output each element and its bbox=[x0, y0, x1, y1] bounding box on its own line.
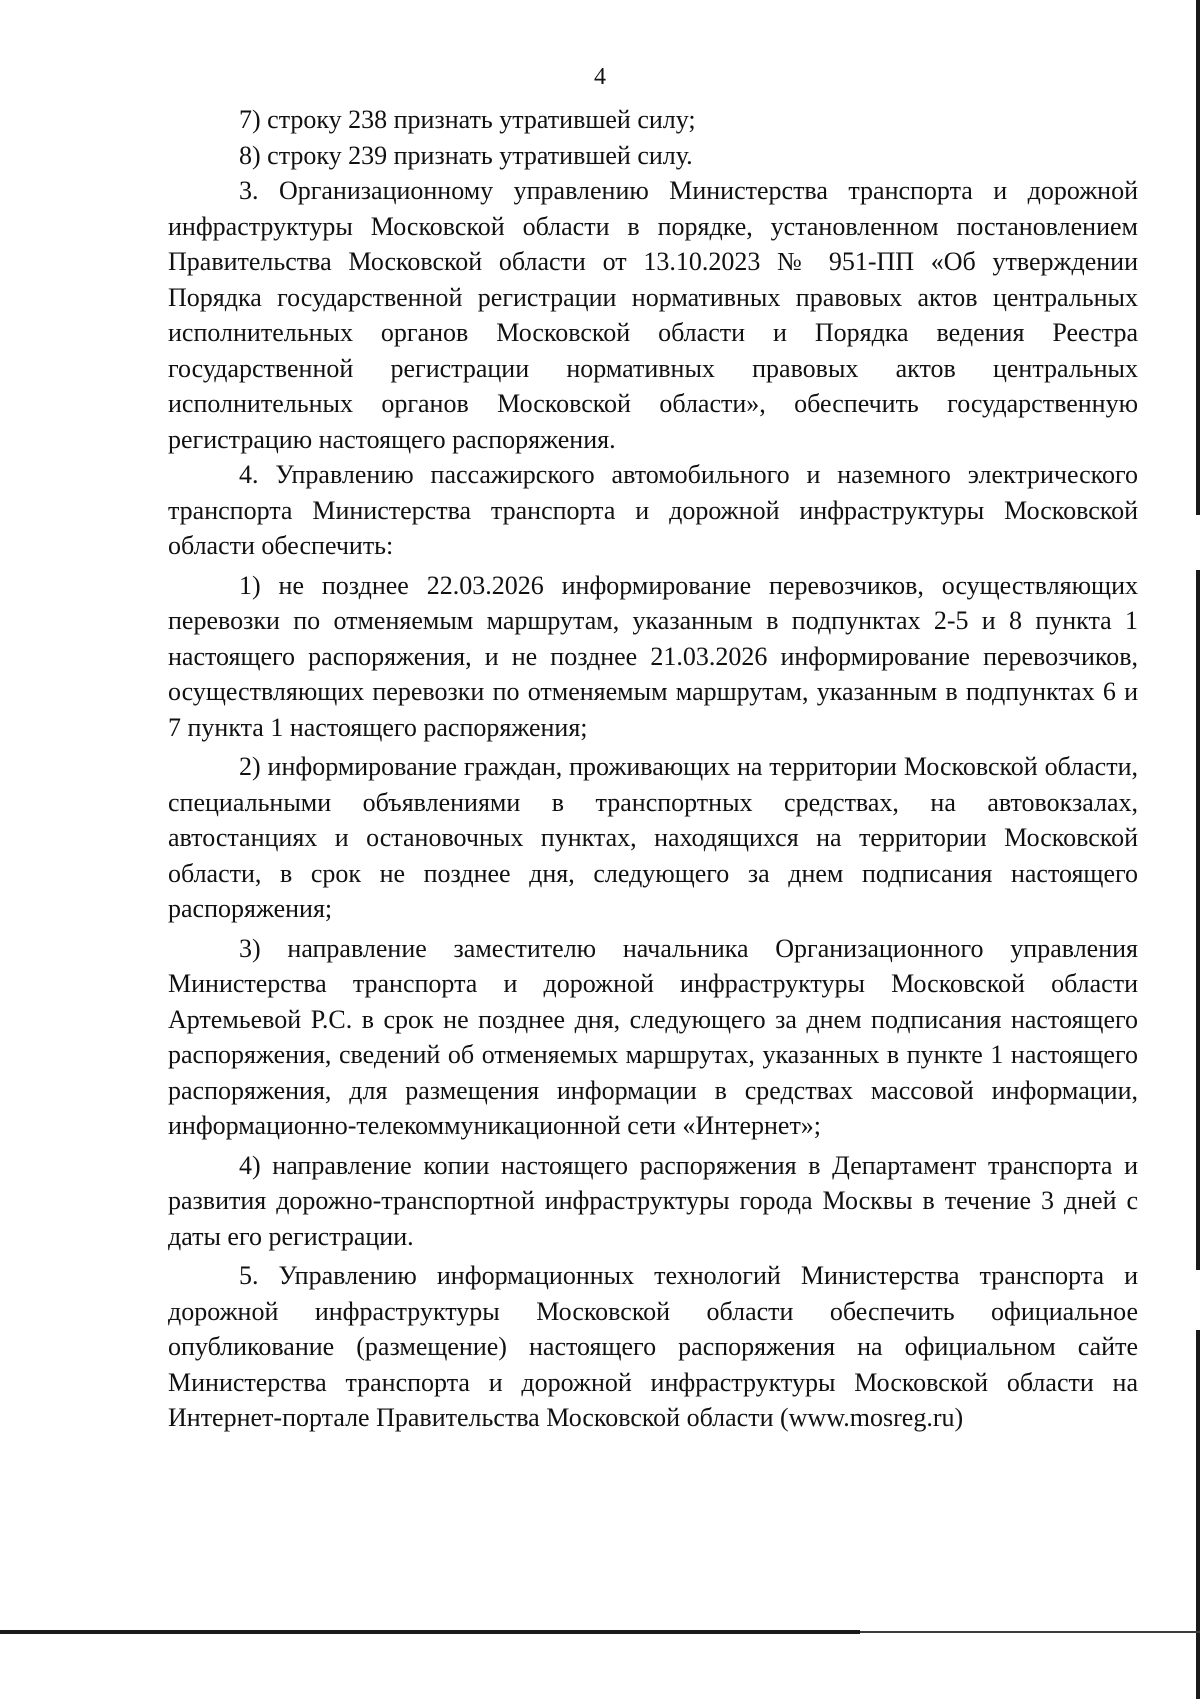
paragraph-item-7: 7) строку 238 признать утратившей силу; bbox=[239, 105, 696, 134]
paragraph-item-8: 8) строку 239 признать утратившей силу. bbox=[239, 140, 693, 170]
paragraph-3: 3. Организационному управлению Министерства транспорта и дорожной инфраструктуры Московской области в порядке, установленном постановлением Правительства Московской области от 13.10.2023 № 951-ПП «Об утверждении Порядка государственной регистрации нормативных правовых актов центральных исполнительных органов Московской области и Порядка ведения Реестра государственной регистрации нормативных правовых актов центральных исполнительных органов Московской области», обеспечить государственную регистрацию настоящего распоряжения. bbox=[168, 176, 1138, 454]
scan-right-edge bbox=[1196, 0, 1200, 1699]
page-number: 4 bbox=[594, 64, 606, 90]
paragraph-4-sub-2: 2) информирование граждан, проживающих на территории Московской области, специальными объявлениями в транспортных средствах, на автовокзалах, автостанциях и остановочных пунктах, находящихся на территории Московской области, в срок не позднее дня, следующего за днем подписания настоящего распоряжения; bbox=[168, 752, 1138, 923]
paragraph-4-sub-4: 4) направление копии настоящего распоряжения в Департамент транспорта и развития дорожно-транспортной инфраструктуры города Москвы в течение 3 дней с даты его регистрации. bbox=[168, 1150, 1138, 1251]
scan-bottom-edge bbox=[0, 1630, 860, 1634]
scan-edge-segment bbox=[1196, 1330, 1200, 1699]
scan-edge-segment bbox=[1196, 0, 1200, 515]
paragraph-4: 4. Управлению пассажирского автомобильного и наземного электрического транспорта Министерства транспорта и дорожной инфраструктуры Московской области обеспечить: bbox=[168, 460, 1138, 560]
scan-edge-segment bbox=[1196, 570, 1200, 1270]
paragraph-4-sub-1: 1) не позднее 22.03.2026 информирование перевозчиков, осуществляющих перевозки по отменяемым маршрутам, указанным в подпунктах 2-5 и 8 пункта 1 настоящего распоряжения, и не позднее 21.03.2026 информирование перевозчиков, осуществляющих перевозки по отменяемым маршрутам, указанным в подпунктах 6 и 7 пункта 1 настоящего распоряжения; bbox=[168, 570, 1138, 742]
paragraph-4-sub-3: 3) направление заместителю начальника Организационного управления Министерства транспорта и дорожной инфраструктуры Московской области Артемьевой Р.С. в срок не позднее дня, следующего за днем подписания настоящего распоряжения, сведений об отменяемых маршрутах, указанных в пункте 1 настоящего распоряжения, для размещения информации в средствах массовой информации, информационно-телекоммуникационной сети «Интернет»; bbox=[168, 933, 1138, 1140]
scan-bottom-edge-thin bbox=[860, 1631, 1200, 1633]
document-body bbox=[168, 102, 1138, 1436]
paragraph-5: 5. Управлению информационных технологий Министерства транспорта и дорожной инфраструктуры Московской области обеспечить официальное опубликование (размещение) настоящего распоряжения на официальном сайте Министерства транспорта и дорожной инфраструктуры Московской области на Интернет-портале Правительства Московской области (www.mosreg.ru) bbox=[168, 1261, 1138, 1432]
